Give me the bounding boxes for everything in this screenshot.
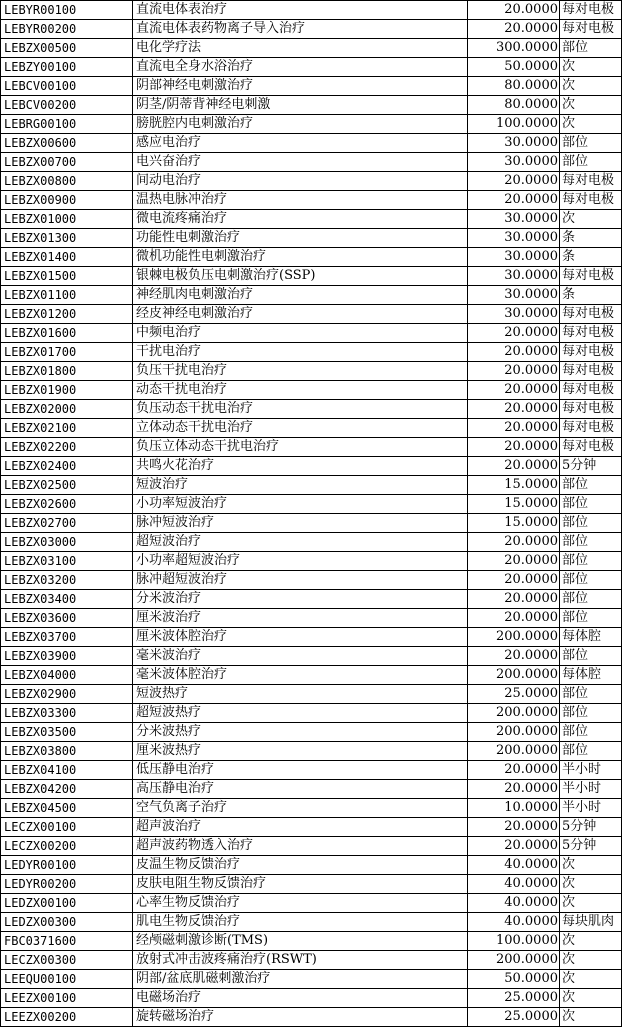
item-unit-cell: 次: [560, 932, 622, 951]
item-code-cell: LEBZX02600: [1, 495, 133, 514]
item-name-cell: 共鸣火花治疗: [133, 457, 468, 476]
item-name-cell: 负压动态干扰电治疗: [133, 400, 468, 419]
table-row: [1, 457, 622, 476]
table-row: [1, 77, 622, 96]
item-code-cell: LEBZX03300: [1, 704, 133, 723]
item-price-cell: 15.0000: [468, 514, 560, 533]
item-price-cell: 30.0000: [468, 210, 560, 229]
item-price-cell: 40.0000: [468, 894, 560, 913]
table-row: [1, 153, 622, 172]
table-row: [1, 780, 622, 799]
item-unit-cell: 次: [560, 210, 622, 229]
item-unit-cell: 部位: [560, 533, 622, 552]
item-price-cell: 20.0000: [468, 381, 560, 400]
item-unit-cell: 每体腔: [560, 666, 622, 685]
item-price-cell: 200.0000: [468, 742, 560, 761]
item-unit-cell: 部位: [560, 495, 622, 514]
item-unit-cell: 5分钟: [560, 837, 622, 856]
item-name-cell: 阴部/盆底肌磁刺激治疗: [133, 970, 468, 989]
item-code-cell: LEBYR00100: [1, 1, 133, 20]
item-name-cell: 膀胱腔内电刺激治疗: [133, 115, 468, 134]
item-code-cell: LEBZX03600: [1, 609, 133, 628]
table-row: [1, 875, 622, 894]
item-name-cell: 脉冲超短波治疗: [133, 571, 468, 590]
item-unit-cell: 每对电极: [560, 20, 622, 39]
item-code-cell: LEBZX03200: [1, 571, 133, 590]
item-unit-cell: 每体腔: [560, 628, 622, 647]
item-unit-cell: 半小时: [560, 799, 622, 818]
item-price-cell: 50.0000: [468, 970, 560, 989]
item-name-cell: 动态干扰电治疗: [133, 381, 468, 400]
item-unit-cell: 次: [560, 96, 622, 115]
item-price-cell: 10.0000: [468, 799, 560, 818]
table-row: [1, 932, 622, 951]
item-code-cell: LEBZX00800: [1, 172, 133, 191]
item-price-cell: 40.0000: [468, 913, 560, 932]
table-row: [1, 381, 622, 400]
table-row: [1, 533, 622, 552]
item-unit-cell: 条: [560, 229, 622, 248]
table-row: [1, 229, 622, 248]
item-code-cell: LEDYR00100: [1, 856, 133, 875]
item-code-cell: LEDZX00100: [1, 894, 133, 913]
table-row: [1, 894, 622, 913]
item-price-cell: 20.0000: [468, 647, 560, 666]
item-unit-cell: 部位: [560, 552, 622, 571]
item-price-cell: 20.0000: [468, 419, 560, 438]
item-unit-cell: 部位: [560, 590, 622, 609]
item-code-cell: LEBZX03500: [1, 723, 133, 742]
item-unit-cell: 半小时: [560, 761, 622, 780]
item-unit-cell: 次: [560, 951, 622, 970]
table-row: [1, 438, 622, 457]
item-price-cell: 20.0000: [468, 761, 560, 780]
item-name-cell: 立体动态干扰电治疗: [133, 419, 468, 438]
item-price-cell: 200.0000: [468, 628, 560, 647]
item-code-cell: LEBZX02100: [1, 419, 133, 438]
item-name-cell: 微机功能性电刺激治疗: [133, 248, 468, 267]
item-price-cell: 20.0000: [468, 362, 560, 381]
item-name-cell: 功能性电刺激治疗: [133, 229, 468, 248]
item-unit-cell: 每对电极: [560, 343, 622, 362]
item-unit-cell: 次: [560, 115, 622, 134]
table-row: [1, 913, 622, 932]
item-unit-cell: 次: [560, 1008, 622, 1027]
table-row: [1, 856, 622, 875]
item-unit-cell: 条: [560, 248, 622, 267]
table-row: [1, 267, 622, 286]
item-name-cell: 脉冲短波治疗: [133, 514, 468, 533]
item-code-cell: LEBZY00100: [1, 58, 133, 77]
table-row: [1, 989, 622, 1008]
table-row: [1, 39, 622, 58]
table-row: [1, 419, 622, 438]
item-price-cell: 25.0000: [468, 1008, 560, 1027]
item-price-cell: 20.0000: [468, 172, 560, 191]
item-price-cell: 20.0000: [468, 837, 560, 856]
item-code-cell: LEBZX00900: [1, 191, 133, 210]
item-name-cell: 直流电全身水浴治疗: [133, 58, 468, 77]
item-price-cell: 20.0000: [468, 1, 560, 20]
table-row: [1, 666, 622, 685]
table-row: [1, 514, 622, 533]
table-row: [1, 685, 622, 704]
item-price-cell: 40.0000: [468, 856, 560, 875]
item-unit-cell: 每对电极: [560, 324, 622, 343]
item-unit-cell: 每对电极: [560, 1, 622, 20]
table-row: [1, 305, 622, 324]
item-price-cell: 20.0000: [468, 457, 560, 476]
item-code-cell: LEBZX02500: [1, 476, 133, 495]
item-price-cell: 300.0000: [468, 39, 560, 58]
item-unit-cell: 部位: [560, 723, 622, 742]
item-name-cell: 空气负离子治疗: [133, 799, 468, 818]
item-unit-cell: 每对电极: [560, 172, 622, 191]
item-price-cell: 20.0000: [468, 20, 560, 39]
item-code-cell: LECZX00100: [1, 818, 133, 837]
item-name-cell: 电化学疗法: [133, 39, 468, 58]
table-row: [1, 286, 622, 305]
table-row: [1, 343, 622, 362]
item-code-cell: LEBZX01400: [1, 248, 133, 267]
table-row: [1, 761, 622, 780]
item-price-cell: 25.0000: [468, 685, 560, 704]
item-name-cell: 微电流疼痛治疗: [133, 210, 468, 229]
item-price-cell: 40.0000: [468, 875, 560, 894]
item-unit-cell: 部位: [560, 39, 622, 58]
item-unit-cell: 部位: [560, 742, 622, 761]
item-code-cell: LEBYR00200: [1, 20, 133, 39]
table-row: [1, 970, 622, 989]
item-code-cell: FBC0371600: [1, 932, 133, 951]
item-name-cell: 厘米波热疗: [133, 742, 468, 761]
item-name-cell: 超声波治疗: [133, 818, 468, 837]
item-unit-cell: 每对电极: [560, 267, 622, 286]
item-price-cell: 20.0000: [468, 324, 560, 343]
item-code-cell: LEBZX01800: [1, 362, 133, 381]
item-code-cell: LEBZX01500: [1, 267, 133, 286]
item-code-cell: LEDZX00300: [1, 913, 133, 932]
item-unit-cell: 次: [560, 970, 622, 989]
table-row: [1, 628, 622, 647]
table-row: [1, 723, 622, 742]
item-unit-cell: 部位: [560, 153, 622, 172]
item-code-cell: LEBCV00200: [1, 96, 133, 115]
item-name-cell: 放射式冲击波疼痛治疗(RSWT): [133, 951, 468, 970]
item-code-cell: LEBZX04100: [1, 761, 133, 780]
item-unit-cell: 5分钟: [560, 818, 622, 837]
item-name-cell: 心率生物反馈治疗: [133, 894, 468, 913]
item-price-cell: 20.0000: [468, 533, 560, 552]
item-name-cell: 分米波热疗: [133, 723, 468, 742]
table-row: [1, 20, 622, 39]
item-unit-cell: 部位: [560, 134, 622, 153]
item-unit-cell: 部位: [560, 609, 622, 628]
table-row: [1, 172, 622, 191]
item-code-cell: LEBCV00100: [1, 77, 133, 96]
item-code-cell: LEBZX02400: [1, 457, 133, 476]
item-name-cell: 经颅磁刺激诊断(TMS): [133, 932, 468, 951]
item-price-cell: 20.0000: [468, 609, 560, 628]
table-row: [1, 647, 622, 666]
item-price-cell: 30.0000: [468, 229, 560, 248]
item-code-cell: LEDYR00200: [1, 875, 133, 894]
item-code-cell: LEEZX00100: [1, 989, 133, 1008]
item-price-cell: 200.0000: [468, 666, 560, 685]
item-code-cell: LEBZX04500: [1, 799, 133, 818]
item-name-cell: 毫米波体腔治疗: [133, 666, 468, 685]
item-code-cell: LEEZX00200: [1, 1008, 133, 1027]
item-name-cell: 阴部神经电刺激治疗: [133, 77, 468, 96]
item-price-cell: 20.0000: [468, 780, 560, 799]
item-unit-cell: 每块肌肉: [560, 913, 622, 932]
item-price-cell: 200.0000: [468, 951, 560, 970]
item-name-cell: 经皮神经电刺激治疗: [133, 305, 468, 324]
item-code-cell: LEBZX01200: [1, 305, 133, 324]
item-unit-cell: 次: [560, 58, 622, 77]
item-code-cell: LEEQU00100: [1, 970, 133, 989]
item-code-cell: LECZX00300: [1, 951, 133, 970]
item-unit-cell: 每对电极: [560, 381, 622, 400]
item-name-cell: 小功率短波治疗: [133, 495, 468, 514]
table-row: [1, 134, 622, 153]
item-price-cell: 20.0000: [468, 571, 560, 590]
item-name-cell: 干扰电治疗: [133, 343, 468, 362]
item-name-cell: 旋转磁场治疗: [133, 1008, 468, 1027]
item-price-cell: 20.0000: [468, 590, 560, 609]
item-name-cell: 皮肤电阻生物反馈治疗: [133, 875, 468, 894]
item-price-cell: 200.0000: [468, 704, 560, 723]
table-row: [1, 837, 622, 856]
item-name-cell: 超短波热疗: [133, 704, 468, 723]
table-row: [1, 400, 622, 419]
item-name-cell: 神经肌肉电刺激治疗: [133, 286, 468, 305]
table-row: [1, 818, 622, 837]
item-unit-cell: 次: [560, 989, 622, 1008]
item-code-cell: LEBZX00500: [1, 39, 133, 58]
item-price-cell: 100.0000: [468, 932, 560, 951]
item-name-cell: 间动电治疗: [133, 172, 468, 191]
item-price-cell: 20.0000: [468, 343, 560, 362]
item-code-cell: LEBZX03900: [1, 647, 133, 666]
item-name-cell: 直流电体表治疗: [133, 1, 468, 20]
item-price-cell: 15.0000: [468, 495, 560, 514]
item-code-cell: LEBZX01000: [1, 210, 133, 229]
table-row: [1, 495, 622, 514]
table-row: [1, 704, 622, 723]
item-code-cell: LEBZX02200: [1, 438, 133, 457]
table-row: [1, 191, 622, 210]
item-unit-cell: 每对电极: [560, 305, 622, 324]
item-price-cell: 30.0000: [468, 267, 560, 286]
item-code-cell: LEBZX01700: [1, 343, 133, 362]
item-unit-cell: 每对电极: [560, 438, 622, 457]
item-code-cell: LEBZX03800: [1, 742, 133, 761]
item-name-cell: 阴茎/阴蒂背神经电刺激: [133, 96, 468, 115]
item-unit-cell: 次: [560, 894, 622, 913]
table-row: [1, 590, 622, 609]
item-code-cell: LEBZX01900: [1, 381, 133, 400]
table-row: [1, 742, 622, 761]
table-row: [1, 1, 622, 20]
fee-table-body: [1, 1, 622, 1027]
item-name-cell: 厘米波治疗: [133, 609, 468, 628]
table-row: [1, 362, 622, 381]
item-name-cell: 低压静电治疗: [133, 761, 468, 780]
table-row: [1, 96, 622, 115]
item-code-cell: LEBZX01100: [1, 286, 133, 305]
table-row: [1, 476, 622, 495]
item-price-cell: 100.0000: [468, 115, 560, 134]
item-unit-cell: 部位: [560, 685, 622, 704]
item-code-cell: LECZX00200: [1, 837, 133, 856]
item-price-cell: 15.0000: [468, 476, 560, 495]
item-name-cell: 分米波治疗: [133, 590, 468, 609]
item-price-cell: 80.0000: [468, 96, 560, 115]
item-code-cell: LEBZX03000: [1, 533, 133, 552]
item-unit-cell: 部位: [560, 704, 622, 723]
item-name-cell: 超声波药物透入治疗: [133, 837, 468, 856]
item-price-cell: 25.0000: [468, 989, 560, 1008]
item-code-cell: LEBZX02900: [1, 685, 133, 704]
item-unit-cell: 条: [560, 286, 622, 305]
item-name-cell: 温热电脉冲治疗: [133, 191, 468, 210]
item-name-cell: 银棘电极负压电刺激治疗(SSP): [133, 267, 468, 286]
item-name-cell: 电磁场治疗: [133, 989, 468, 1008]
item-unit-cell: 次: [560, 77, 622, 96]
item-price-cell: 200.0000: [468, 723, 560, 742]
item-code-cell: LEBZX00700: [1, 153, 133, 172]
table-row: [1, 951, 622, 970]
item-code-cell: LEBZX03700: [1, 628, 133, 647]
item-code-cell: LEBZX01600: [1, 324, 133, 343]
item-unit-cell: 每对电极: [560, 400, 622, 419]
item-unit-cell: 5分钟: [560, 457, 622, 476]
table-row: [1, 799, 622, 818]
item-name-cell: 感应电治疗: [133, 134, 468, 153]
item-price-cell: 20.0000: [468, 191, 560, 210]
table-row: [1, 609, 622, 628]
item-price-cell: 30.0000: [468, 305, 560, 324]
item-price-cell: 30.0000: [468, 286, 560, 305]
item-code-cell: LEBZX03100: [1, 552, 133, 571]
table-row: [1, 552, 622, 571]
item-unit-cell: 部位: [560, 514, 622, 533]
item-code-cell: LEBZX02700: [1, 514, 133, 533]
item-name-cell: 负压立体动态干扰电治疗: [133, 438, 468, 457]
item-price-cell: 30.0000: [468, 153, 560, 172]
item-price-cell: 50.0000: [468, 58, 560, 77]
item-unit-cell: 部位: [560, 476, 622, 495]
item-code-cell: LEBZX04200: [1, 780, 133, 799]
item-name-cell: 肌电生物反馈治疗: [133, 913, 468, 932]
item-name-cell: 中频电治疗: [133, 324, 468, 343]
item-code-cell: LEBZX04000: [1, 666, 133, 685]
item-code-cell: LEBRG00100: [1, 115, 133, 134]
table-row: [1, 248, 622, 267]
item-name-cell: 直流电体表药物离子导入治疗: [133, 20, 468, 39]
item-unit-cell: 部位: [560, 571, 622, 590]
item-unit-cell: 半小时: [560, 780, 622, 799]
table-row: [1, 571, 622, 590]
item-code-cell: LEBZX00600: [1, 134, 133, 153]
item-price-cell: 20.0000: [468, 400, 560, 419]
item-code-cell: LEBZX02000: [1, 400, 133, 419]
item-name-cell: 超短波治疗: [133, 533, 468, 552]
item-name-cell: 负压干扰电治疗: [133, 362, 468, 381]
item-name-cell: 电兴奋治疗: [133, 153, 468, 172]
item-name-cell: 高压静电治疗: [133, 780, 468, 799]
table-row: [1, 210, 622, 229]
item-unit-cell: 每对电极: [560, 362, 622, 381]
item-name-cell: 厘米波体腔治疗: [133, 628, 468, 647]
item-name-cell: 短波热疗: [133, 685, 468, 704]
table-row: [1, 58, 622, 77]
item-code-cell: LEBZX01300: [1, 229, 133, 248]
item-name-cell: 短波治疗: [133, 476, 468, 495]
item-price-cell: 30.0000: [468, 134, 560, 153]
item-price-cell: 30.0000: [468, 248, 560, 267]
item-unit-cell: 每对电极: [560, 419, 622, 438]
item-name-cell: 小功率超短波治疗: [133, 552, 468, 571]
item-price-cell: 20.0000: [468, 818, 560, 837]
item-unit-cell: 部位: [560, 647, 622, 666]
table-row: [1, 324, 622, 343]
item-code-cell: LEBZX03400: [1, 590, 133, 609]
item-unit-cell: 次: [560, 875, 622, 894]
item-name-cell: 毫米波治疗: [133, 647, 468, 666]
item-unit-cell: 每对电极: [560, 191, 622, 210]
item-price-cell: 80.0000: [468, 77, 560, 96]
item-price-cell: 20.0000: [468, 552, 560, 571]
item-price-cell: 20.0000: [468, 438, 560, 457]
table-row: [1, 115, 622, 134]
table-row: [1, 1008, 622, 1027]
item-unit-cell: 次: [560, 856, 622, 875]
item-name-cell: 皮温生物反馈治疗: [133, 856, 468, 875]
